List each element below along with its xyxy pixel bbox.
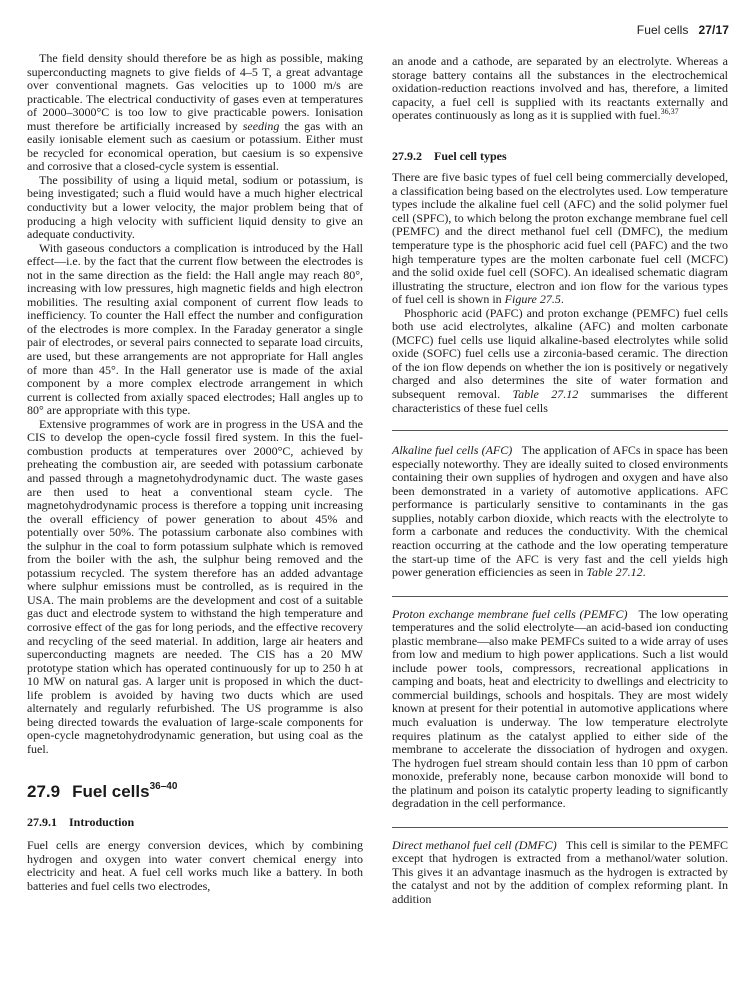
- divider: [392, 596, 728, 597]
- run-in-heading: Direct methanol fuel cell (DMFC): [392, 837, 557, 852]
- section-refs: 36–40: [149, 781, 178, 793]
- running-title: Fuel cells: [636, 23, 689, 37]
- paragraph: Fuel cells are energy conversion devices, which by combining hydrogen and oxygen into water convert chemical energy into electricity and heat. A fuel cell works much like a battery. In both batteries and fuel cells two electrodes,: [27, 837, 363, 893]
- citation: 36,37: [660, 107, 679, 117]
- subsection-heading: 27.9.2 Fuel cell types: [392, 148, 507, 163]
- paragraph: Proton exchange membrane fuel cells (PEMFC) The low operating temperatures and the solid electrolyte—an acid-based ion conducting plastic membrane—also make PEMFCs suited to a wide array of uses from low and medium to high power applications. Such a list would include power tools, compressors, recreational applications in camping and boats, heat and electricity to dwellings and electricity to commercial buildings, schools and hospitals. They are most widely known at present for their potential in automotive applications where much evaluation is underway. The low temperature electrolyte requires platinum as the catalyst applied to either side of the membrane to accelerate the dissociation of hydrogen and oxygen. The hydrogen fuel stream should contain less than 10 ppm of carbon monoxide, preferably none, because carbon monoxide will bond to the platinum and poison its catalytic property leading to significantly degradation in the cell performance.: [392, 606, 728, 811]
- divider: [392, 827, 728, 828]
- figure-reference[interactable]: Figure 27.5: [504, 292, 561, 307]
- paragraph: The possibility of using a liquid metal, sodium or potassium, is being investigated; such a fluid would have a much higher electrical conductivity but a lower velocity, the major problem being that of producing a high velocity with sufficient liquid density to give an adequate conductivity.: [27, 172, 363, 242]
- section-heading: 27.9 Fuel cells$^{36-40}$: [27, 781, 178, 802]
- paragraph: Alkaline fuel cells (AFC) The application of AFCs in space has been especially noteworthy. They are ideally suited to closed environments containing their own supplies of hydrogen and oxygen and have also been demonstrated in a variety of automotive applications. AFC performance is particularly sensitive to contaminants in the gas supplies, notably carbon dioxide, which reacts with the electrolyte to form a carbonate and reduces the conductivity. With the chemical reaction occurring at the cathode and the low operating temperature the start-up time of the AFC is very fast and the cell yields high power generation efficiencies as seen in Table 27.12.: [392, 443, 728, 580]
- page-number: 27/17: [698, 23, 729, 37]
- paragraph: Phosphoric acid (PAFC) and proton exchange (PEMFC) fuel cells both use acid electrolytes, alkaline (AFC) and molten carbonate (MCFC) fuel cells use liquid alkaline-based electrolytes while solid oxide (SOFC) fuel cells use a zirconia-based ceramic. The direction of the ion flow depends on whether the ion is positively or negatively charged and also determines the site of water formation and subsequent removal. Table 27.12 summarises the different characteristics of these fuel cells: [392, 305, 728, 415]
- divider: [392, 430, 728, 431]
- paragraph: Extensive programmes of work are in progress in the USA and the CIS to develop the open-cycle fossil fired system. In this the fuel-combustion products at temperatures over 2000°C, achieved by preheating the combustion air, are seeded with potassium carbonate and passed through a magnetohydrodynamic duct. The waste gases are then used to heat a conventional steam cycle. The magnetohydrodynamic process is therefore a topping unit increasing the overall efficiency of power generation to about 45% and potentially over 50%. The potassium carbonate also combines with the sulphur in the coal to form potassium sulphate which is removed from the boiler with the ash, the sulphur being removed and the potassium recycled. The system therefore has an added advantage where sulphur emissions must be controlled, as is required in the USA. The main problems are the development and cost of a suitable gas duct and electrode system to withstand the high temperature and corrosive effect of the gas for long periods, and the effective recovery and recycling of the seed material. In addition, large air heaters and superconducting magnets are needed. The CIS has a 20 MW prototype station which has operated continuously for up to 250 h at 10 MW on natural gas. A larger unit is proposed in which the duct-life problem is avoided by having two ducts which are used alternately and regularly refurbished. The US programme is also being directed towards the evaluation of large-scale components for open-cycle magnetohydrodynamic generation, but using coal as the fuel.: [27, 416, 363, 756]
- running-header: [637, 23, 729, 37]
- paragraph: With gaseous conductors a complication is introduced by the Hall effect—i.e. by the fact that the current flow between the electrodes is not in the same direction as the field: the Hall angle may reach 80°, increasing with low pressures, high magnetic fields and high electron mobilities. The resulting axial component of current flow leads to inefficiency. To counter the Hall effect the number and configuration of the electrodes is more complex. In the Faraday generator a single pair of electrodes, or several pairs connected to separate load circuits, are used, but these arrangements are not appropriate for Hall angles of more than 45°. In the Hall generator use is made of the axial component by a more complex electrode arrangement in which current is collected from axially spaced electrodes; Hall angles up to 80° are appropriate with this type.: [27, 240, 363, 418]
- right-column: [392, 55, 728, 907]
- paragraph: an anode and a cathode, are separated by an electrolyte. Whereas a storage battery contains all the substances in the electrochemical oxidation-reduction reactions involved and has, therefore, a limited capacity, a fuel cell is supplied with its reactants externally and operates continuously as long as it is supplied with fuel.$^{36,37}$: [392, 54, 728, 123]
- table-reference[interactable]: Table 27.12: [586, 565, 643, 580]
- left-column: [27, 52, 363, 893]
- paragraph: The field density should therefore be as high as possible, making superconducting magnets to give fields of 4–5 T, a great advantage over conventional magnets. Gas velocities up to 1000 m/s are practicable. The electrical conductivity of gases even at temperatures of 2000–3000°C is too low to give practicable powers. Ionisation must therefore be artificially increased by seeding the gas with an easily ionisable element such as caesium or potassium. Either must be recycled for economical operation, but caesium is so expensive and corrosive that a closed-cycle system is essential.: [27, 51, 363, 174]
- table-reference[interactable]: Table 27.12: [512, 387, 579, 402]
- paragraph: Direct methanol fuel cell (DMFC) This cell is similar to the PEMFC except that hydrogen is extracted from a methanol/water solution. This gives it an advantage inasmuch as the hydrogen is extracted by the catalyst and not by the addition of complex reforming plant. In addition: [392, 837, 728, 906]
- paragraph: There are five basic types of fuel cell being commercially developed, a classification being based on the electrolytes used. Low temperature types include the alkaline fuel cell (AFC) and the solid polymer fuel cell (SPFC), to which belong the proton exchange membrane fuel cell (PEMFC) and the direct methanol fuel cell (DMFC), the medium temperature type is the phosphoric acid fuel cell (PAFC) and the two high temperature types are the molten carbonate fuel cell (MCFC) and the solid oxide fuel cell (SOFC). An idealised schematic diagram illustrating the structure, electron and ion flow for the various types of fuel cell is shown in Figure 27.5.: [392, 170, 728, 307]
- run-in-heading: Alkaline fuel cells (AFC): [392, 443, 513, 458]
- subsection-heading: 27.9.1 Introduction: [27, 815, 135, 830]
- run-in-heading: Proton exchange membrane fuel cells (PEMFC): [392, 606, 628, 621]
